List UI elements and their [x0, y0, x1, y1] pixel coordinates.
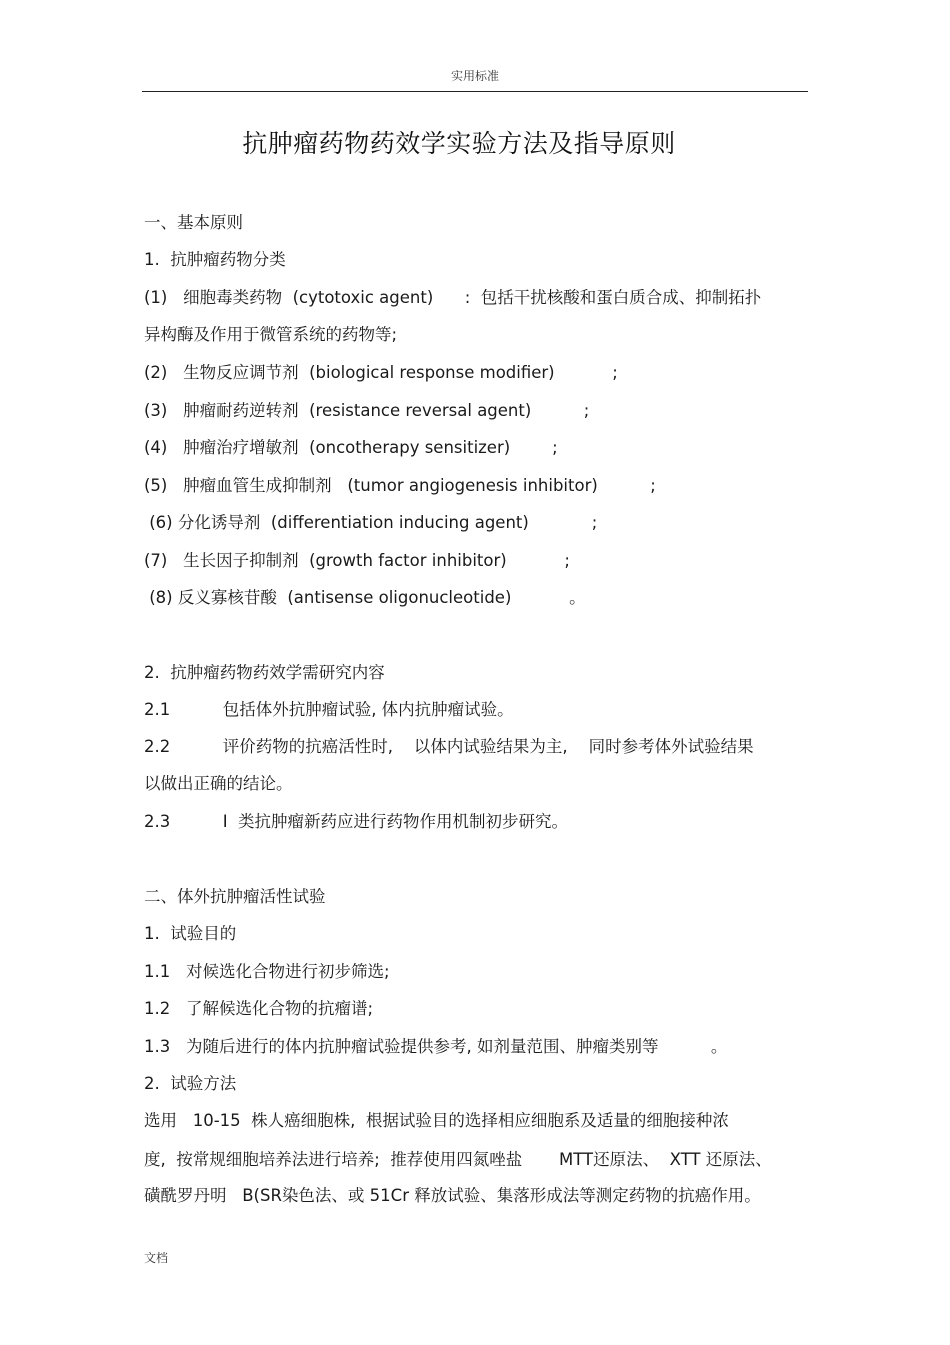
text-line: 1.1 对候选化合物进行初步筛选;: [144, 962, 390, 981]
text-line: 1.3 为随后进行的体内抗肿瘤试验提供参考, 如剂量范围、肿瘤类别等 。: [144, 1037, 728, 1056]
text-line: (2) 生物反应调节剂 (biological response modifier) ;: [144, 363, 618, 382]
text-line: 2.1 包括体外抗肿瘤试验, 体内抗肿瘤试验。: [144, 700, 514, 719]
text-line: 2. 试验方法: [144, 1074, 237, 1093]
text-line: 2. 抗肿瘤药物药效学需研究内容: [144, 663, 385, 682]
text-line: 一、基本原则: [144, 213, 243, 232]
text-line: (5) 肿瘤血管生成抑制剂 (tumor angiogenesis inhibitor) ;: [144, 476, 656, 495]
text-line: (3) 肿瘤耐药逆转剂 (resistance reversal agent) ;: [144, 401, 590, 420]
text-line: 2.3 I 类抗肿瘤新药应进行药物作用机制初步研究。: [144, 812, 569, 831]
text-line: (6) 分化诱导剂 (differentiation inducing agent) ;: [144, 513, 598, 532]
text-line: (7) 生长因子抑制剂 (growth factor inhibitor) ;: [144, 551, 570, 570]
header-divider: [142, 91, 808, 92]
text-line: 1. 抗肿瘤药物分类: [144, 250, 286, 269]
page-header: 实用标准: [450, 69, 499, 83]
text-line: (8) 反义寡核苷酸 (antisense oligonucleotide) 。: [144, 588, 586, 607]
text-line: (1) 细胞毒类药物 (cytotoxic agent) : 包括干扰核酸和蛋白质合成、抑制拓扑: [144, 288, 762, 307]
page-footer: 文档: [144, 1251, 169, 1265]
text-line: 异构酶及作用于微管系统的药物等;: [144, 325, 398, 344]
text-line: (4) 肿瘤治疗增敏剂 (oncotherapy sensitizer) ;: [144, 438, 558, 457]
document-title: 抗肿瘤药物药效学实验方法及指导原则: [242, 129, 676, 158]
text-line: 磺酰罗丹明 B(SR染色法、或 51Cr 释放试验、集落形成法等测定药物的抗癌作用。: [144, 1186, 761, 1205]
text-line: 2.2 评价药物的抗癌活性时, 以体内试验结果为主, 同时参考体外试验结果: [144, 737, 754, 756]
text-line: 二、体外抗肿瘤活性试验: [144, 887, 326, 906]
text-line: 1.2 了解候选化合物的抗瘤谱;: [144, 999, 374, 1018]
text-line: 1. 试验目的: [144, 924, 237, 943]
text-line: 选用 10-15 株人癌细胞株, 根据试验目的选择相应细胞系及适量的细胞接种浓: [144, 1111, 729, 1130]
text-line: 以做出正确的结论。: [144, 774, 293, 793]
text-line: 度, 按常规细胞培养法进行培养; 推荐使用四氮唑盐 MTT还原法、 XTT 还原法、: [144, 1150, 772, 1169]
